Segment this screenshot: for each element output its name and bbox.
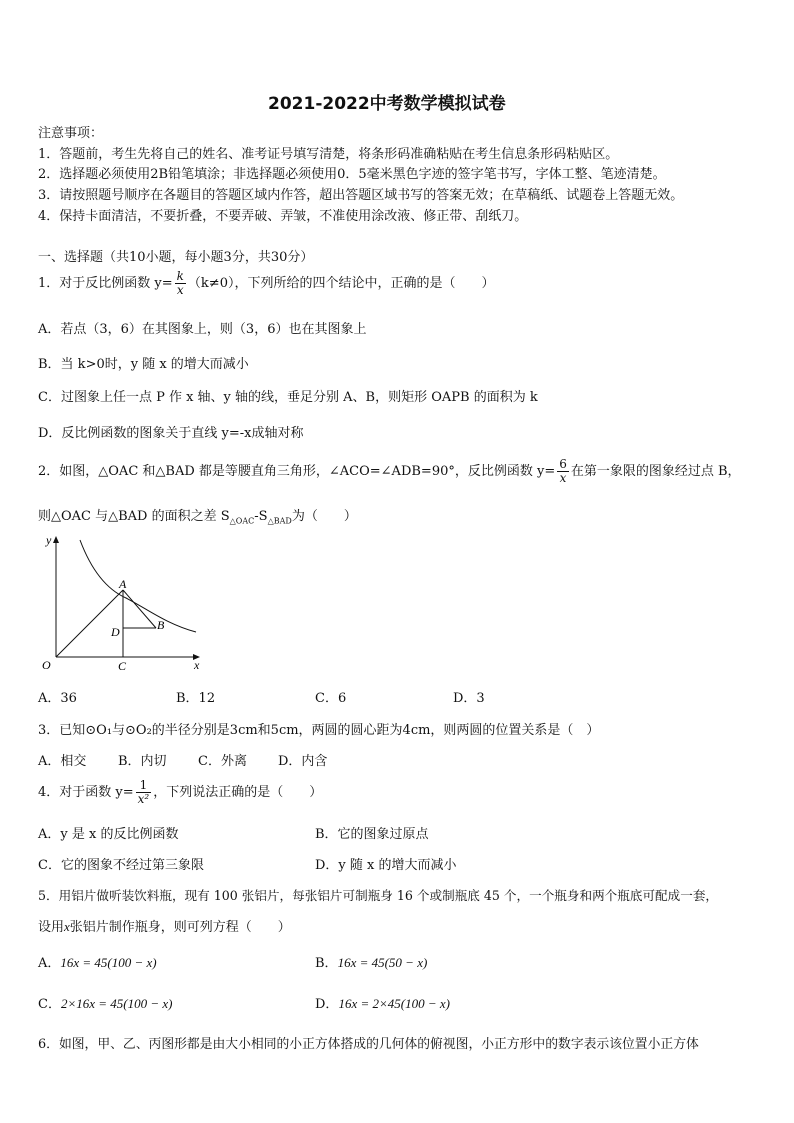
- question-1-stem: [38, 266, 494, 302]
- q5-line2-pre: 设用: [38, 920, 65, 935]
- q4-stem-pre: 4．对于函数 y=: [38, 785, 134, 800]
- q4-option-b: B．它的图象过原点: [315, 827, 429, 842]
- question-4-stem: [38, 775, 322, 811]
- fig-label-a: A: [119, 577, 127, 591]
- q5-option-a-eq: 16x = 45(100 − x): [60, 955, 157, 970]
- question-2-line2: [38, 505, 357, 526]
- notice-item-1: 1．答题前，考生先将自己的姓名、准考证号填写清楚，将条形码准确粘贴在考生信息条形码粘贴区。: [38, 147, 619, 162]
- q4-option-c: C．它的图象不经过第三象限: [38, 858, 204, 873]
- q3-option-b: B．内切: [118, 754, 167, 769]
- q2-sub-oac: △OAC: [229, 516, 255, 526]
- q1-frac-den: x: [176, 283, 184, 297]
- q4-fraction: [136, 779, 152, 806]
- q5-option-d-eq: 16x = 2×45(100 − x): [338, 996, 450, 1011]
- segment-ab: [123, 590, 156, 628]
- q2-figure: [36, 532, 208, 674]
- q5-option-d: [315, 993, 450, 1012]
- q2-stem-pre: 2．如图，△OAC 和△BAD 都是等腰直角三角形，∠ACO=∠ADB=90°，反比例函数 y=: [38, 464, 556, 479]
- q2-frac-den: x: [559, 471, 567, 485]
- q4-option-d: D．y 随 x 的增大而减小: [315, 858, 457, 873]
- q3-option-d: D．内含: [278, 754, 328, 769]
- q1-fraction: [175, 270, 186, 297]
- q4-frac-den: x²: [137, 792, 150, 806]
- q1-option-d: D．反比例函数的图象关于直线 y=-x成轴对称: [38, 426, 304, 441]
- q5-option-b-eq: 16x = 45(50 − x): [337, 955, 428, 970]
- q5-option-c: [38, 993, 172, 1012]
- q2-option-b: B．12: [176, 691, 216, 706]
- q5-option-c-eq: 2×16x = 45(100 − x): [60, 996, 173, 1011]
- q5-line2-post: 张铝片制作瓶身，则可列方程（ ）: [69, 920, 291, 935]
- notice-item-3: 3．请按照题号顺序在各题目的答题区域内作答，超出答题区域书写的答案无效；在草稿纸、试题卷上答题无效。: [38, 188, 684, 203]
- q2-sub-bad: △BAD: [267, 516, 292, 526]
- q5-option-b: [315, 952, 427, 971]
- hyperbola-curve: [80, 540, 196, 632]
- question-3-stem: 3．已知⊙O₁与⊙O₂的半径分别是3cm和5cm，两圆的圆心距为4cm，则两圆的位置关系是（ ）: [38, 723, 600, 738]
- question-5-line1: 5．用铝片做听装饮料瓶，现有 100 张铝片，每张铝片可制瓶身 16 个或制瓶底 45 个，一个瓶身和两个瓶底可配成一套，: [38, 888, 719, 903]
- notice-item-2: 2．选择题必须使用2B铅笔填涂；非选择题必须使用0．5毫米黑色字迹的签字笔书写，字体工整、笔迹清楚。: [38, 167, 666, 182]
- q2-option-c: C．6: [315, 691, 347, 706]
- q3-option-c: C．外离: [198, 754, 247, 769]
- notice-heading: 注意事项：: [38, 126, 104, 141]
- q2-option-d: D．3: [453, 691, 485, 706]
- q2-fraction: [557, 458, 569, 485]
- fig-label-d: D: [111, 625, 120, 639]
- fig-label-o: O: [42, 658, 51, 672]
- q5-option-a-label: A．: [38, 956, 61, 971]
- q5-option-b-label: B．: [315, 956, 338, 971]
- q5-variable: x: [64, 919, 70, 934]
- y-axis-arrow: [53, 536, 59, 543]
- segment-oa: [56, 590, 123, 657]
- question-5-line2: [38, 916, 291, 935]
- q5-option-c-label: C．: [38, 997, 61, 1012]
- fig-label-y: y: [46, 533, 52, 547]
- q5-option-a: [38, 952, 157, 971]
- question-6-line1: 6．如图，甲、乙、丙图形都是由大小相同的小正方体搭成的几何体的俯视图，小正方形中的数字表示该位置小正方体: [38, 1037, 699, 1052]
- q1-option-c: C．过图象上任一点 P 作 x 轴、y 轴的线，垂足分别 A、B，则矩形 OAPB 的面积为 k: [38, 390, 538, 405]
- q2-line2-pre: 则△OAC 与△BAD 的面积之差 S: [38, 509, 230, 524]
- q2-frac-num: 6: [559, 457, 567, 471]
- q2-dash: -S: [254, 509, 268, 524]
- q1-option-a: A．若点（3，6）在其图象上，则（3，6）也在其图象上: [38, 322, 367, 337]
- q2-option-a: A．36: [38, 691, 77, 706]
- fig-label-x: x: [194, 658, 200, 672]
- notice-item-4: 4．保持卡面清洁，不要折叠，不要弄破、弄皱，不准使用涂改液、修正带、刮纸刀。: [38, 209, 528, 224]
- q4-frac-num: 1: [136, 779, 152, 793]
- section-heading: 一、选择题（共10小题，每小题3分，共30分）: [38, 250, 314, 265]
- page-title: 2021-2022中考数学模拟试卷: [268, 94, 506, 114]
- fig-label-c: C: [118, 659, 127, 673]
- q2-line2-post: 为（ ）: [291, 509, 357, 524]
- q1-stem-post: （k≠0），下列所给的四个结论中，正确的是（ ）: [187, 276, 495, 291]
- q2-stem-post: 在第一象限的图象经过点 B，: [570, 464, 741, 479]
- fig-label-b: B: [157, 618, 165, 632]
- question-2-stem: [38, 454, 741, 490]
- q4-stem-post: ，下列说法正确的是（ ）: [153, 785, 323, 800]
- q4-option-a: A．y 是 x 的反比例函数: [38, 827, 179, 842]
- q5-option-d-label: D．: [315, 997, 339, 1012]
- q1-stem-pre: 1．对于反比例函数 y=: [38, 276, 173, 291]
- q3-option-a: A．相交: [38, 754, 87, 769]
- q1-option-b: B．当 k>0时，y 随 x 的增大而减小: [38, 357, 249, 372]
- q1-frac-num: k: [176, 269, 184, 283]
